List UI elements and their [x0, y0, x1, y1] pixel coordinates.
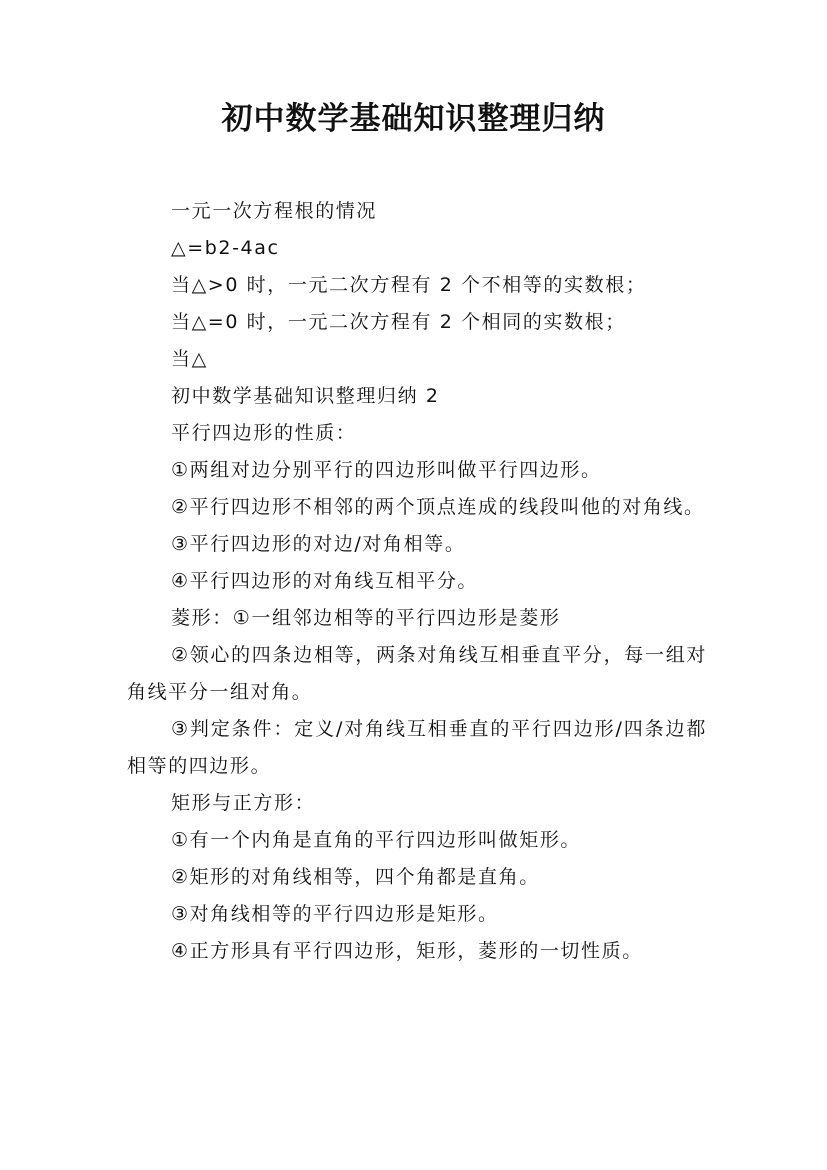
- paragraph-parallelogram-definition: ①两组对边分别平行的四边形叫做平行四边形。: [171, 459, 602, 481]
- paragraph-rectangle-criteria: ③对角线相等的平行四边形是矩形。: [171, 903, 499, 925]
- paragraph-rhombus-definition: 菱形：①一组邻边相等的平行四边形是菱形: [171, 607, 561, 629]
- paragraph-rectangle-properties: ②矩形的对角线相等，四个角都是直角。: [171, 866, 540, 888]
- paragraph-quadratic-roots-heading: 一元一次方程根的情况: [171, 200, 378, 222]
- paragraph-rhombus-properties: ②领心的四条边相等，两条对角线互相垂直平分，每一组对角线平分一组对角。: [127, 644, 707, 703]
- paragraph-discriminant-truncated: 当△: [171, 348, 208, 370]
- paragraph-parallelogram-diagonals-bisect: ④平行四边形的对角线互相平分。: [171, 570, 479, 592]
- paragraph-discriminant-formula: △=b2-4ac: [171, 237, 280, 259]
- paragraph-section-2-heading: 初中数学基础知识整理归纳 2: [171, 385, 440, 407]
- paragraph-parallelogram-properties-heading: 平行四边形的性质：: [171, 422, 357, 444]
- document-title: 初中数学基础知识整理归纳: [221, 101, 606, 137]
- paragraph-rhombus-criteria: ③判定条件：定义/对角线互相垂直的平行四边形/四条边都相等的四边形。: [127, 718, 707, 777]
- paragraph-square-properties: ④正方形具有平行四边形，矩形，菱形的一切性质。: [171, 940, 643, 962]
- document-body: [127, 193, 707, 970]
- paragraph-parallelogram-opposite-sides: ③平行四边形的对边/对角相等。: [171, 533, 466, 555]
- paragraph-rectangle-definition: ①有一个内角是直角的平行四边形叫做矩形。: [171, 829, 582, 851]
- paragraph-parallelogram-diagonal: ②平行四边形不相邻的两个顶点连成的线段叫他的对角线。: [171, 496, 705, 518]
- paragraph-discriminant-positive: 当△>0 时，一元二次方程有 2 个不相等的实数根；: [171, 274, 647, 296]
- paragraph-discriminant-zero: 当△=0 时，一元二次方程有 2 个相同的实数根；: [171, 311, 626, 333]
- paragraph-rectangle-square-heading: 矩形与正方形：: [171, 792, 316, 814]
